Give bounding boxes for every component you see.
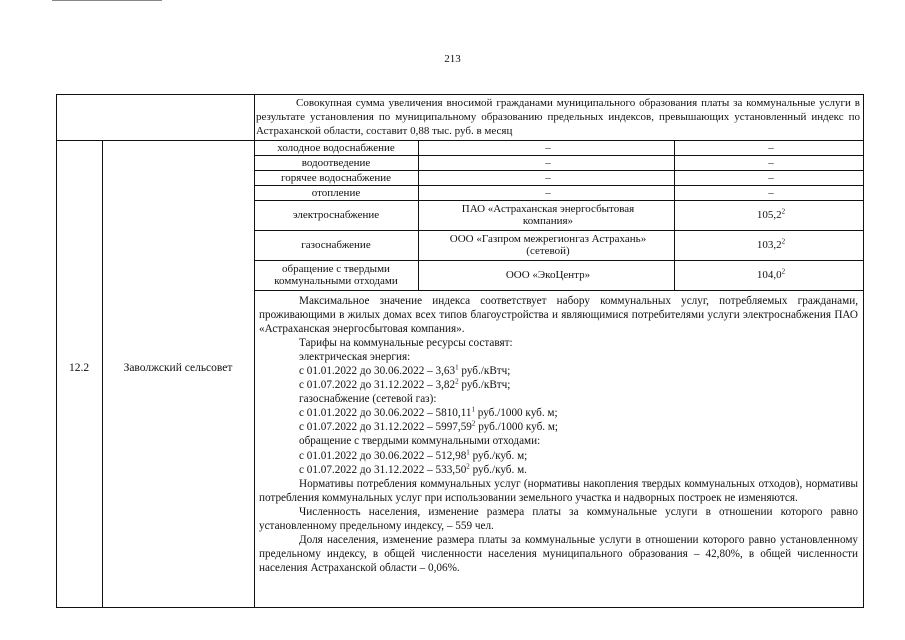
index-value: – — [768, 157, 774, 169]
document-table — [56, 94, 864, 608]
tariffs-intro: Тарифы на коммунальные ресурсы составят: — [299, 337, 513, 350]
table-row — [254, 141, 864, 155]
scan-artifact-line — [52, 0, 162, 1]
service-name: водоотведение — [301, 157, 371, 169]
service-name: электроснабжение — [292, 209, 380, 221]
table-border-left — [56, 94, 57, 608]
provider-name: – — [545, 187, 551, 199]
table-row — [254, 261, 864, 290]
provider-name: ПАО «Астраханская энергосбытовая компания» — [461, 203, 635, 227]
service-name: газоснабжение — [301, 239, 371, 251]
service-name: горячее водоснабжение — [281, 172, 391, 184]
gas-title: газоснабжение (сетевой газ): — [299, 393, 437, 406]
index-value: 105,2$^2$ — [756, 207, 786, 221]
provider-name: – — [545, 142, 551, 154]
column-divider-number — [102, 140, 103, 608]
service-name: отопление — [311, 187, 361, 199]
table-row — [254, 156, 864, 170]
service-table-bottom — [254, 290, 864, 291]
provider-name: ООО «ЭкоЦентр» — [505, 269, 591, 281]
table-row — [254, 231, 864, 260]
electricity-tariff: с 01.07.2022 до 31.12.2022 – 3,82$^2$ руб./кВтч; — [299, 377, 511, 392]
norms-paragraph: Нормативы потребления коммунальных услуг (нормативы накопления твердых коммунальных отходов), нормативы потребления коммунальных услуг при использовании земельного участка и надворных построек не изменяются. — [259, 477, 858, 504]
index-value: – — [768, 142, 774, 154]
table-border-top — [56, 94, 864, 95]
index-value: – — [768, 172, 774, 184]
service-name: обращение с твердыми коммунальными отходами — [274, 263, 398, 287]
settlement-name: Заволжский сельсовет — [123, 362, 233, 374]
description-block — [259, 294, 858, 575]
waste-tariff: с 01.01.2022 до 30.06.2022 – 512,98$^1$ руб./куб. м; — [299, 447, 528, 462]
index-value: – — [768, 187, 774, 199]
provider-name: – — [545, 157, 551, 169]
table-border-bottom — [56, 607, 864, 608]
description-paragraph: Максимальное значение индекса соответствует набору коммунальных услуг, потребляемых гражданами, проживающими в жилых домах всех типов благоустройства и являющимися потребителями услуги электроснабжения ПАО «Астраханская энергосбытовая компания». — [259, 295, 858, 336]
electricity-title: электрическая энергия: — [299, 351, 411, 364]
summary-paragraph — [256, 96, 860, 138]
page-number: 213 — [444, 53, 461, 65]
population-paragraph: Численность населения, изменение размера платы за коммунальные услуги в отношении которого равно установленному предельному индексу, – 559 чел. — [259, 505, 858, 532]
provider-name: ООО «Газпром межрегионгаз Астрахань» (сетевой) — [449, 233, 647, 257]
gas-tariff: с 01.01.2022 до 30.06.2022 – 5810,11$^1$ руб./1000 куб. м; — [299, 405, 558, 420]
table-row — [254, 171, 864, 185]
row-number: 12.2 — [68, 362, 90, 374]
index-value: 104,0$^2$ — [756, 267, 786, 281]
table-row — [254, 201, 864, 230]
gas-tariff: с 01.07.2022 до 31.12.2022 – 5997,59$^2$ руб./1000 куб. м; — [299, 419, 559, 434]
waste-title: обращение с твердыми коммунальными отходами: — [299, 435, 541, 448]
waste-tariff: с 01.07.2022 до 31.12.2022 – 533,50$^2$ руб./куб. м. — [299, 461, 527, 476]
electricity-tariff: с 01.01.2022 до 30.06.2022 – 3,63$^1$ руб./кВтч; — [299, 363, 511, 378]
summary-text: Совокупная сумма увеличения вносимой гражданами муниципального образования платы за коммунальные услуги в результате установления по муниципальному образованию предельных индексов, превышающих установленный индекс по Астраханской области, составит 0,88 тыс. руб. в месяц — [256, 97, 860, 137]
provider-name: – — [545, 172, 551, 184]
table-row — [254, 186, 864, 200]
share-paragraph: Доля населения, изменение размера платы за коммунальные услуги в отношении которого равно установленному предельному индексу, в общей численности населения муниципального образования – 42,80%, в общей численности населения Астраханской области – 0,06%. — [259, 533, 858, 574]
index-value: 103,2$^2$ — [756, 237, 786, 251]
service-name: холодное водоснабжение — [277, 142, 395, 154]
